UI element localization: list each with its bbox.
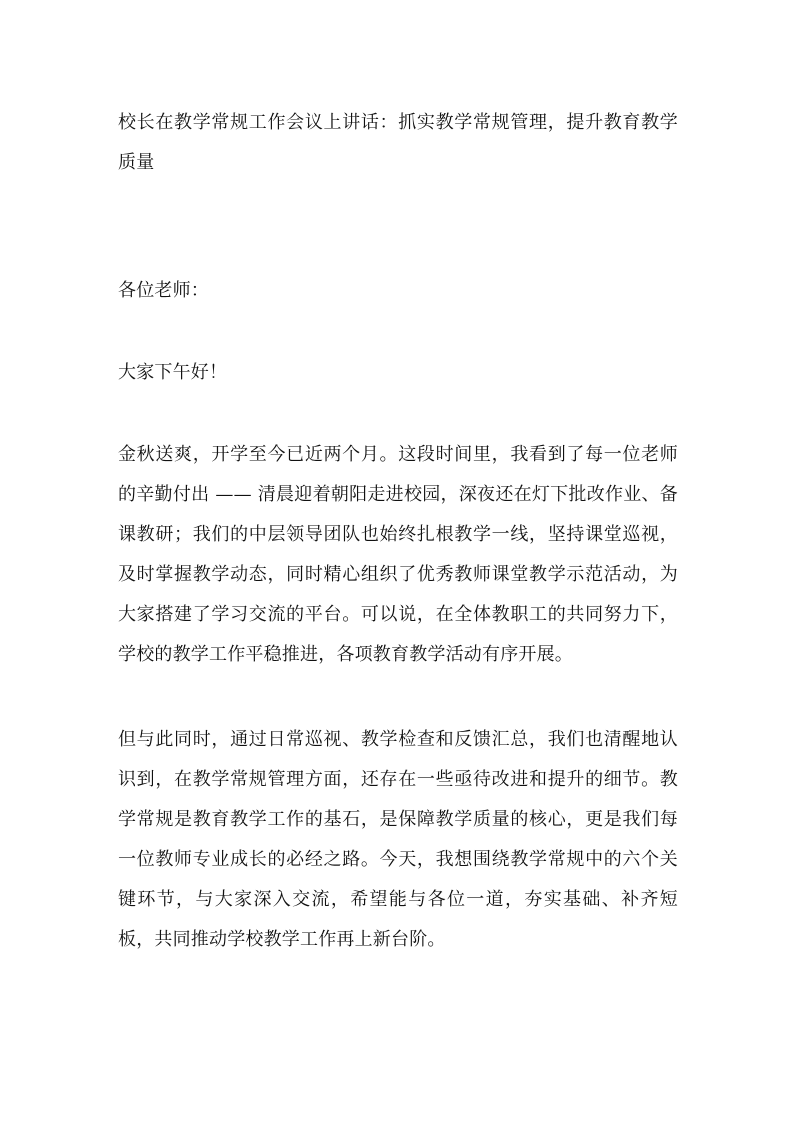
paragraph-2: 但与此同时，通过日常巡视、教学检查和反馈汇总，我们也清醒地认识到，在教学常规管理方面，还存在一些亟待改进和提升的细节。教学常规是教育教学工作的基石，是保障教学质量的核心，更是我们每一位教师专业成长的必经之路。今天，我想围绕教学常规中的六个关键环节，与大家深入交流，希望能与各位一道，夯实基础、补齐短板，共同推动学校教学工作再上新台阶。 — [118, 729, 678, 950]
greeting: 大家下午好！ — [118, 362, 228, 383]
document-title: 校长在教学常规工作会议上讲话：抓实教学常规管理，提升教育教学质量 — [118, 112, 678, 173]
salutation: 各位老师： — [118, 280, 209, 301]
paragraph-1: 金秋送爽，开学至今已近两个月。这段时间里，我看到了每一位老师的辛勤付出 —— 清晨迎着朝阳走进校园，深夜还在灯下批改作业、备课教研；我们的中层领导团队也始终扎根教学一线，坚持课堂巡视，及时掌握教学动态，同时精心组织了优秀教师课堂教学示范活动，为大家搭建了学习交流的平台。可以说，在全体教职工的共同努力下，学校的教学工作平稳推进，各项教育教学活动有序开展。 — [118, 444, 678, 665]
document-page — [118, 103, 678, 960]
